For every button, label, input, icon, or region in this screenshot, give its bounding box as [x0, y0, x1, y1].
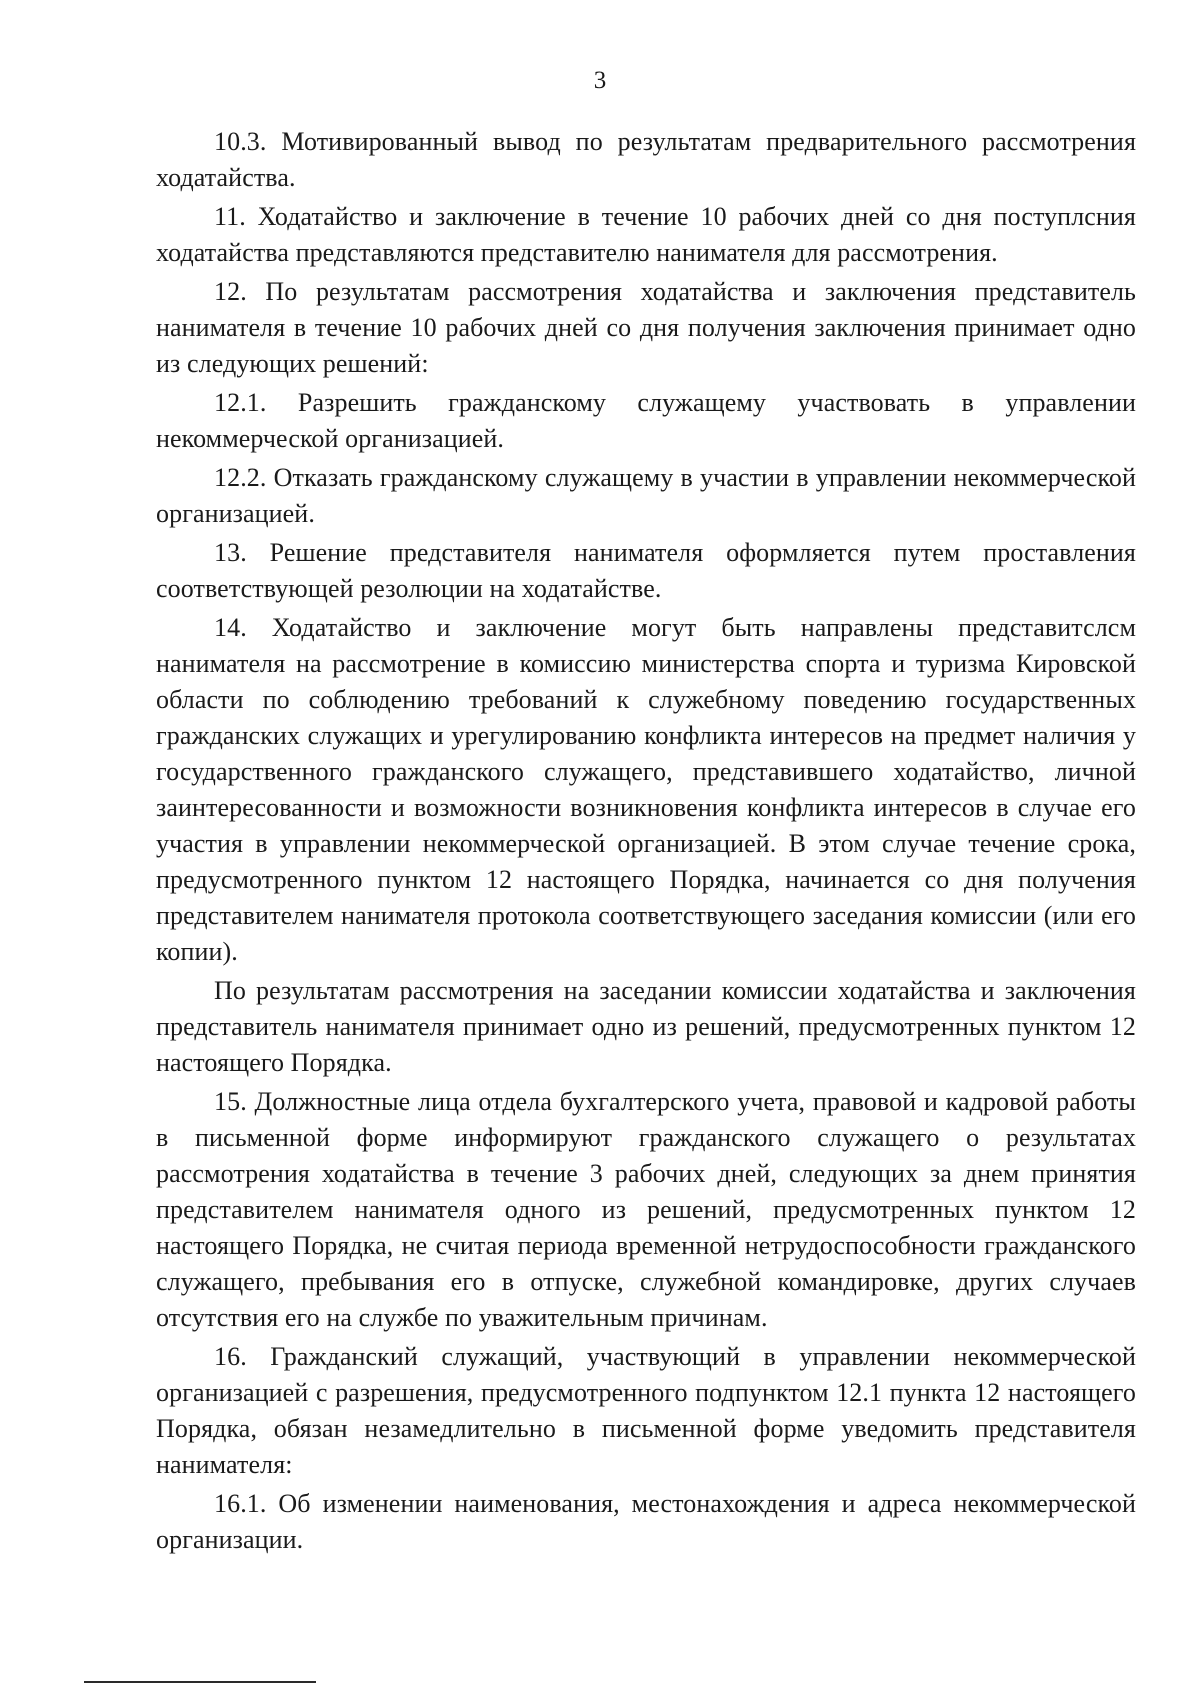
paragraph-11: 11. Ходатайство и заключение в течение 10 рабочих дней со дня поступлсния ходатайства представляются представителю нанимателя для рассмотрения. — [156, 202, 1136, 267]
paragraph-15: 15. Должностные лица отдела бухгалтерского учета, правовой и кадровой работы в письменной форме информируют гражданского служащего о результатах рассмотрения ходатайства в течение 3 рабочих дней, следующих за днем принятия представителем нанимателя одного из решений, предусмотренных пунктом 12 настоящего Порядка, не считая периода временной нетрудоспособности гражданского служащего, пребывания его в отпуске, служебной командировке, других случаев отсутствия его на службе по уважительным причинам. — [156, 1087, 1136, 1332]
paragraph-16-1: 16.1. Об изменении наименования, местонахождения и адреса некоммерческой организации. — [156, 1489, 1136, 1554]
footer-divider — [84, 1681, 316, 1683]
paragraph-12-1: 12.1. Разрешить гражданскому служащему участвовать в управлении некоммерческой организацией. — [156, 388, 1136, 453]
paragraph-13: 13. Решение представителя нанимателя оформляется путем проставления соответствующей резолюции на ходатайстве. — [156, 538, 1136, 603]
paragraph-12: 12. По результатам рассмотрения ходатайства и заключения представитель нанимателя в течение 10 рабочих дней со дня получения заключения принимает одно из следующих решений: — [156, 277, 1136, 378]
paragraph-16: 16. Гражданский служащий, участвующий в управлении некоммерческой организацией с разрешения, предусмотренного подпунктом 12.1 пункта 12 настоящего Порядка, обязан незамедлительно в письменной форме уведомить представителя нанимателя: — [156, 1342, 1136, 1479]
paragraph-14: 14. Ходатайство и заключение могут быть направлены представитслсм нанимателя на рассмотрение в комиссию министерства спорта и туризма Кировской области по соблюдению требований к служебному поведению государственных гражданских служащих и урегулированию конфликта интересов на предмет наличия у государственного гражданского служащего, представившего ходатайство, личной заинтересованности и возможности возникновения конфликта интересов в случае его участия в управлении некоммерческой организацией. В этом случае течение срока, предусмотренного пунктом 12 настоящего Порядка, начинается со дня получения представителем нанимателя протокола соответствующего заседания комиссии (или его копии). — [156, 613, 1136, 966]
document-body — [156, 124, 1136, 1558]
paragraph-10-3: 10.3. Мотивированный вывод по результатам предварительного рассмотрения ходатайства. — [156, 127, 1136, 192]
paragraph-12-2: 12.2. Отказать гражданскому служащему в участии в управлении некоммерческой организацией. — [156, 463, 1136, 528]
paragraph-14-continued: По результатам рассмотрения на заседании комиссии ходатайства и заключения представитель нанимателя принимает одно из решений, предусмотренных пунктом 12 настоящего Порядка. — [156, 976, 1136, 1077]
page-number: 3 — [593, 67, 607, 94]
